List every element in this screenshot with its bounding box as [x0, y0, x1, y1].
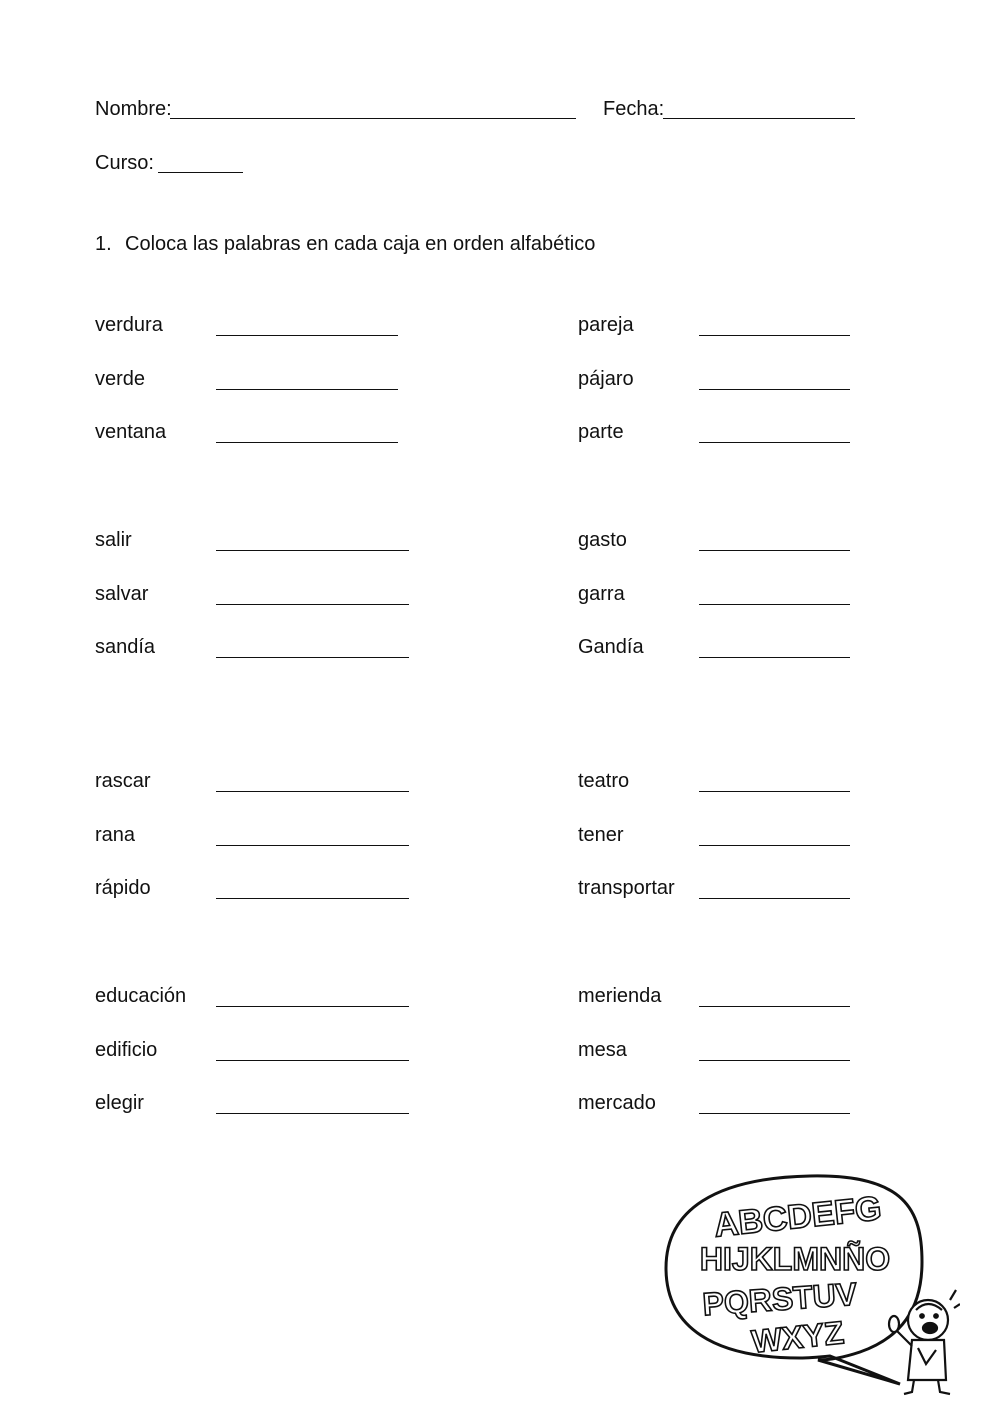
answer-blank-left[interactable]	[216, 442, 398, 443]
instruction-text: Coloca las palabras en cada caja en orden alfabético	[125, 233, 596, 255]
answer-blank-left[interactable]	[216, 845, 409, 846]
word-right: parte	[578, 421, 624, 443]
word-right: mercado	[578, 1092, 656, 1114]
answer-blank-right[interactable]	[699, 898, 850, 899]
word-right: tener	[578, 823, 624, 846]
name-field[interactable]	[170, 118, 576, 119]
course-label: Curso:	[95, 152, 154, 174]
word-left: edificio	[95, 1038, 158, 1061]
word-left: salir	[95, 529, 132, 551]
answer-blank-left[interactable]	[216, 604, 409, 605]
word-left: sandía	[95, 636, 156, 658]
answer-blank-right[interactable]	[699, 442, 850, 443]
word-right: teatro	[578, 770, 630, 792]
answer-blank-right[interactable]	[699, 791, 850, 792]
word-right: garra	[578, 582, 625, 605]
word-right: transportar	[578, 877, 675, 899]
word-right: pájaro	[578, 367, 634, 390]
alphabet-row-4: WXYZ	[749, 1314, 846, 1360]
word-left: rana	[95, 823, 136, 846]
word-left: salvar	[95, 582, 149, 605]
date-label: Fecha:	[603, 98, 665, 120]
answer-blank-right[interactable]	[699, 604, 850, 605]
answer-blank-left[interactable]	[216, 1006, 409, 1007]
answer-blank-right[interactable]	[699, 1006, 850, 1007]
answer-blank-right[interactable]	[699, 1113, 850, 1114]
word-left: educación	[95, 985, 187, 1007]
word-left: elegir	[95, 1092, 144, 1114]
course-field[interactable]	[158, 172, 243, 173]
answer-blank-left[interactable]	[216, 550, 409, 551]
word-right: Gandía	[578, 636, 644, 658]
word-right: mesa	[578, 1038, 627, 1061]
answer-blank-left[interactable]	[216, 389, 398, 390]
answer-blank-right[interactable]	[699, 389, 850, 390]
word-left: rascar	[95, 770, 151, 792]
answer-blank-right[interactable]	[699, 845, 850, 846]
instruction-number: 1.	[95, 233, 112, 255]
alphabet-speech-bubble-illustration	[660, 1170, 960, 1400]
answer-blank-left[interactable]	[216, 1060, 409, 1061]
date-field[interactable]	[663, 118, 855, 119]
answer-blank-left[interactable]	[216, 898, 409, 899]
answer-blank-right[interactable]	[699, 1060, 850, 1061]
answer-blank-right[interactable]	[699, 550, 850, 551]
alphabet-row-2: HIJKLMNÑO	[699, 1241, 891, 1277]
answer-blank-left[interactable]	[216, 1113, 409, 1114]
word-right: gasto	[578, 529, 627, 551]
answer-blank-right[interactable]	[699, 657, 850, 658]
word-left: rápido	[95, 877, 151, 899]
word-left: ventana	[95, 421, 167, 443]
word-right: merienda	[578, 985, 662, 1007]
word-right: pareja	[578, 314, 634, 336]
answer-blank-left[interactable]	[216, 657, 409, 658]
answer-blank-left[interactable]	[216, 791, 409, 792]
alphabet-row-3: PQRSTUV	[701, 1275, 859, 1323]
name-label: Nombre:	[95, 98, 172, 120]
word-left: verde	[95, 367, 146, 390]
answer-blank-right[interactable]	[699, 335, 850, 336]
alphabet-row-1: ABCDEFG	[712, 1189, 884, 1245]
answer-blank-left[interactable]	[216, 335, 398, 336]
word-left: verdura	[95, 314, 163, 336]
